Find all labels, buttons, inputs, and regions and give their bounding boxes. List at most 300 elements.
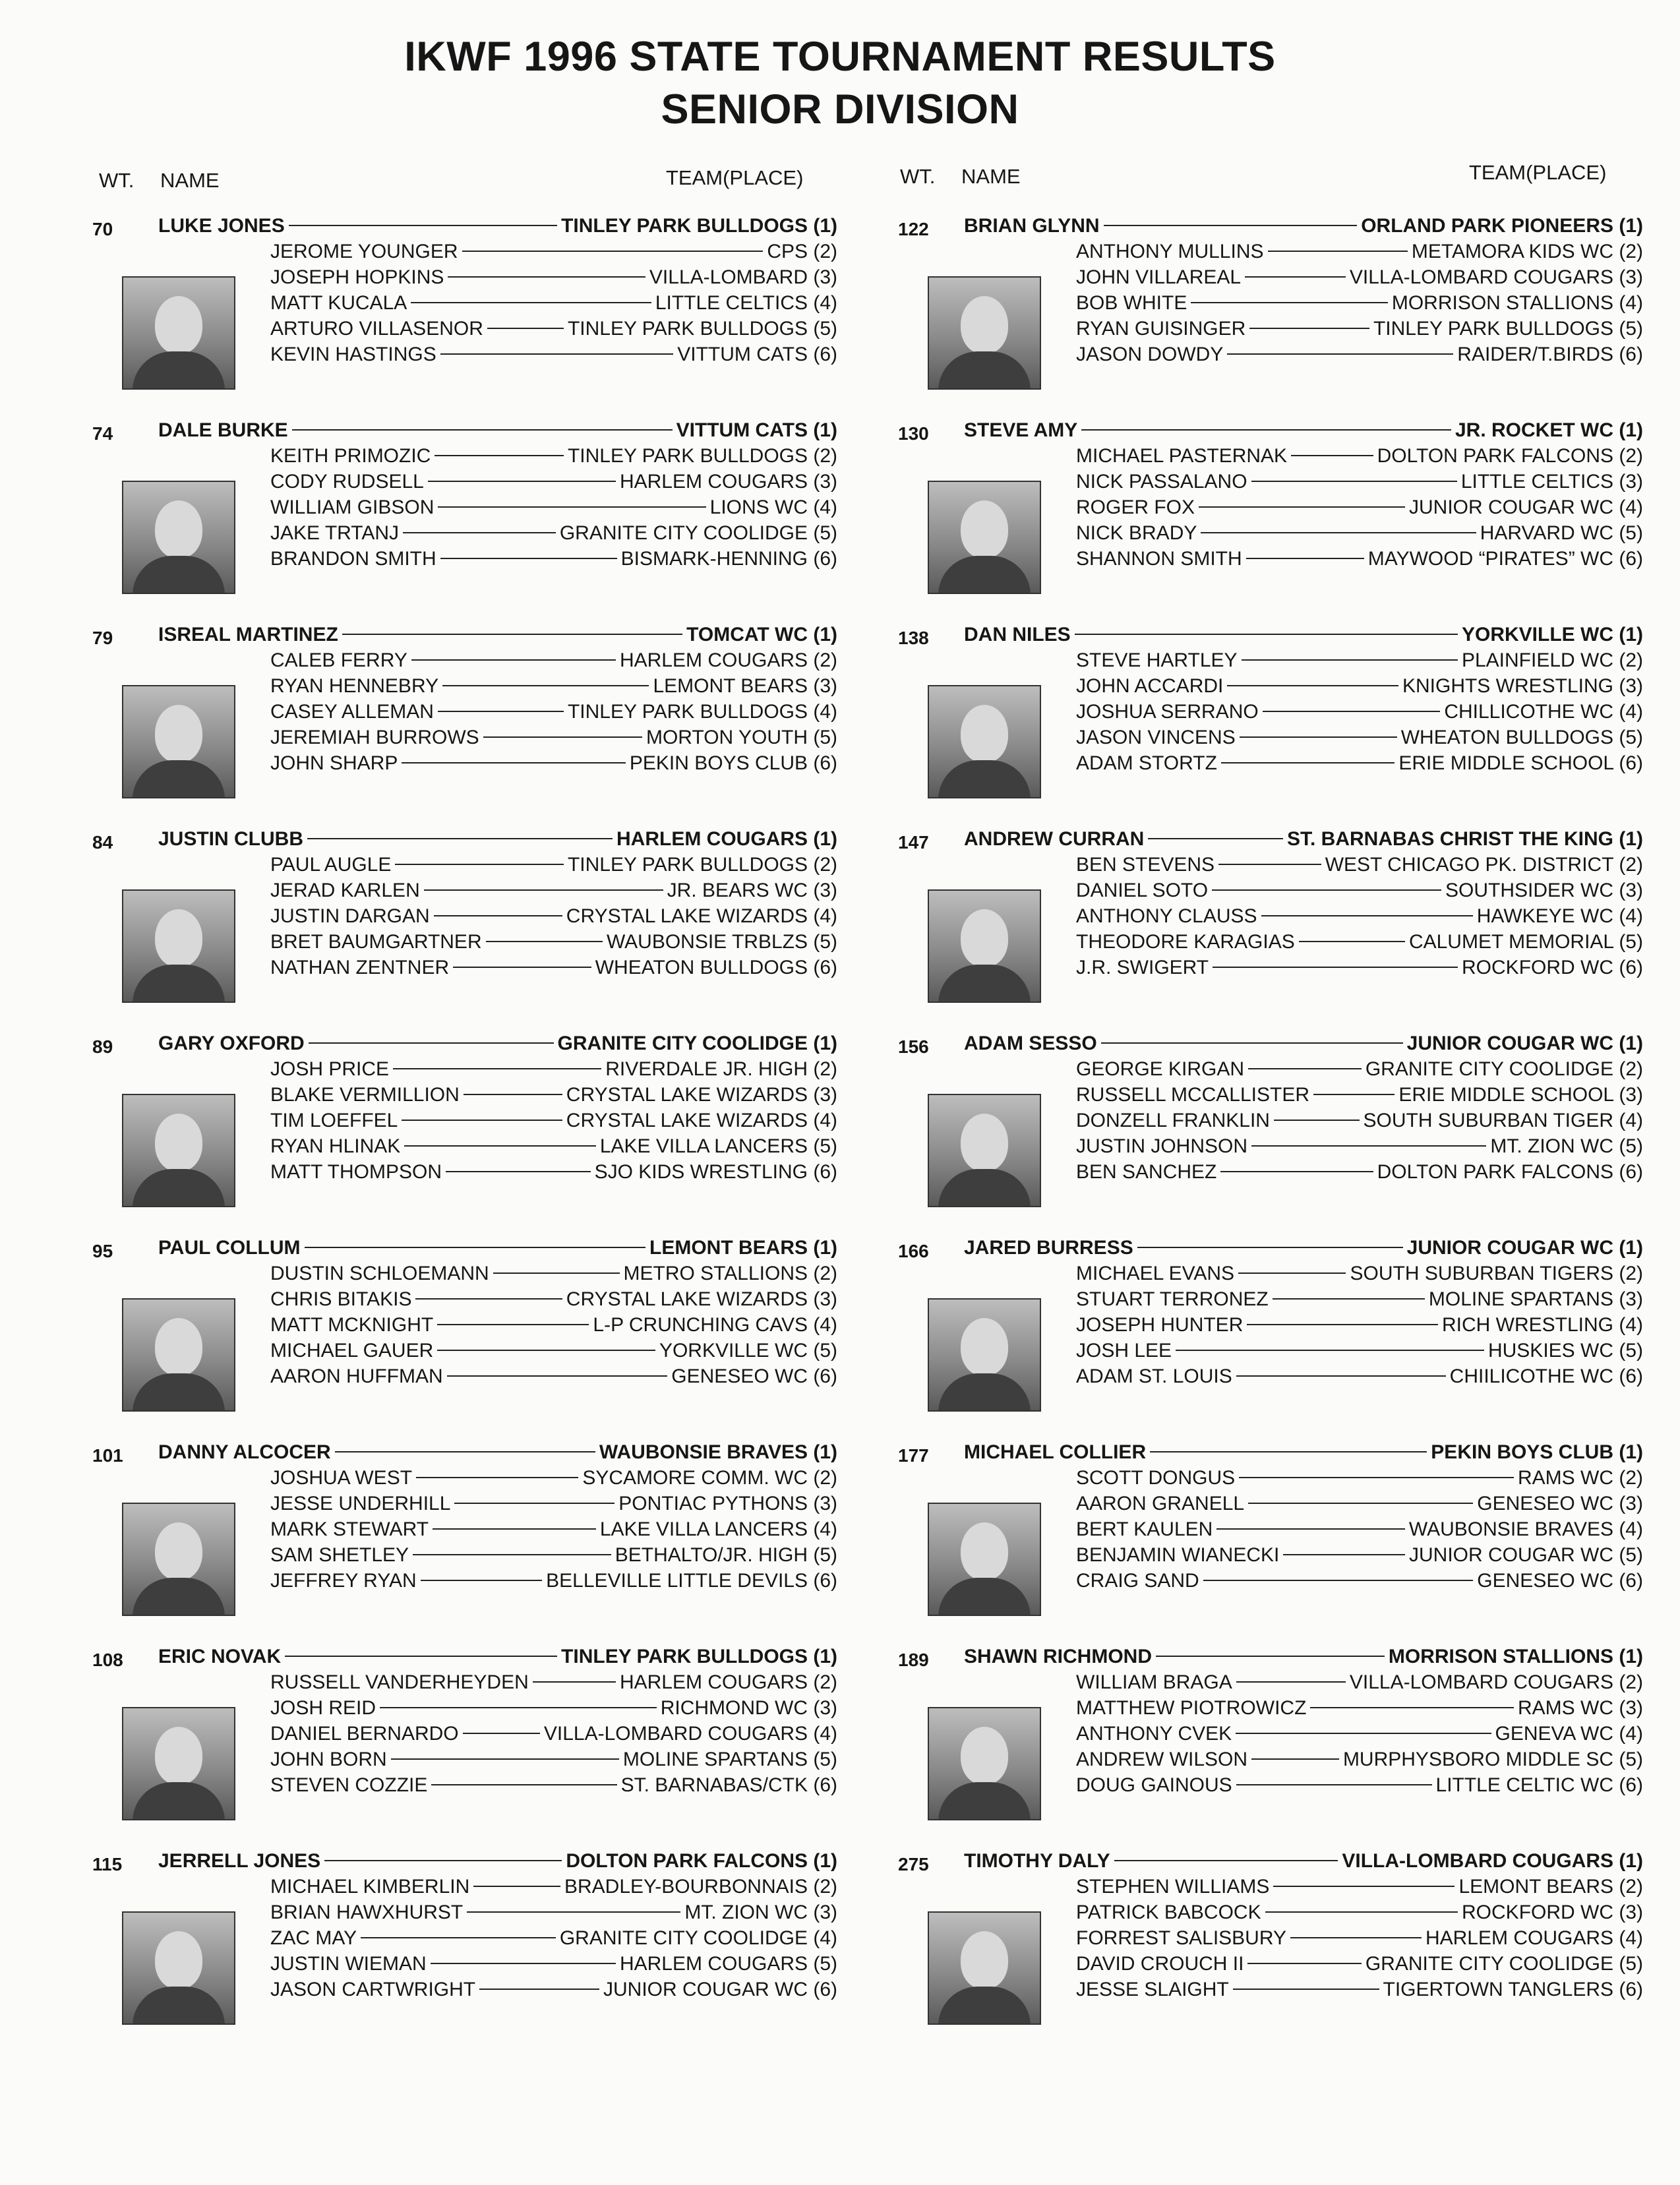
placer-row bbox=[1076, 1312, 1643, 1338]
name-column-header-right: NAME bbox=[961, 165, 1021, 188]
weight-label: 147 bbox=[898, 832, 929, 853]
team-place: GENESEO WC (3) bbox=[1477, 1493, 1643, 1514]
leader-line bbox=[1137, 1247, 1403, 1248]
leader-line bbox=[1199, 506, 1405, 508]
team-place: JUNIOR COUGAR WC (5) bbox=[1409, 1544, 1643, 1566]
champion-row bbox=[964, 1031, 1643, 1056]
wrestler-name: ADAM SESSO bbox=[964, 1033, 1097, 1054]
leader-line bbox=[1265, 1911, 1458, 1913]
leader-line bbox=[483, 736, 642, 738]
wrestler-name: SHANNON SMITH bbox=[1076, 548, 1242, 570]
wrestler-name: WILLIAM BRAGA bbox=[1076, 1671, 1232, 1693]
leader-line bbox=[292, 429, 673, 431]
wrestler-name: BRIAN GLYNN bbox=[964, 215, 1100, 237]
wrestler-name: MICHAEL EVANS bbox=[1076, 1263, 1235, 1284]
leader-line bbox=[1236, 1681, 1346, 1683]
wrestler-name: PAUL AUGLE bbox=[270, 854, 392, 876]
name-column-header-left: NAME bbox=[160, 169, 220, 192]
team-place: PEKIN BOYS CLUB (1) bbox=[1431, 1441, 1643, 1463]
leader-line bbox=[1150, 1451, 1427, 1452]
wrestler-photo bbox=[928, 1707, 1041, 1820]
results-column-right bbox=[898, 214, 1643, 2053]
placer-row bbox=[270, 239, 837, 264]
wrestler-name: BEN STEVENS bbox=[1076, 854, 1215, 876]
leader-line bbox=[324, 1860, 562, 1861]
placer-row bbox=[1076, 955, 1643, 980]
wrestler-name: MICHAEL COLLIER bbox=[964, 1441, 1147, 1463]
placer-row bbox=[270, 1338, 837, 1363]
champion-row bbox=[964, 214, 1643, 239]
weight-class-block bbox=[898, 622, 1643, 827]
champion-row bbox=[158, 418, 837, 443]
wrestler-name: ADAM STORTZ bbox=[1076, 752, 1217, 774]
placer-row bbox=[1076, 1465, 1643, 1491]
placer-row bbox=[270, 1491, 837, 1516]
wrestler-photo bbox=[928, 1298, 1041, 1412]
wrestler-name: STEVE AMY bbox=[964, 419, 1078, 441]
placer-row bbox=[270, 903, 837, 929]
wrestler-name: BERT KAULEN bbox=[1076, 1518, 1213, 1540]
leader-line bbox=[395, 864, 564, 865]
weight-class-block bbox=[92, 418, 837, 622]
wrestler-name: DANNY ALCOCER bbox=[158, 1441, 331, 1463]
wrestler-name: JASON DOWDY bbox=[1076, 344, 1224, 365]
wrestler-name: RYAN HLINAK bbox=[270, 1135, 401, 1157]
placer-row bbox=[270, 1669, 837, 1695]
weight-class-block bbox=[898, 1031, 1643, 1236]
wrestler-photo bbox=[928, 1503, 1041, 1616]
champion-row bbox=[158, 622, 837, 647]
placer-row bbox=[1076, 290, 1643, 316]
wrestler-photo bbox=[928, 276, 1041, 390]
placer-row bbox=[270, 469, 837, 494]
team-place: MORTON YOUTH (5) bbox=[645, 727, 837, 748]
weight-label: 275 bbox=[898, 1854, 929, 1874]
weight-class-block bbox=[92, 1849, 837, 2053]
leader-line bbox=[309, 1042, 554, 1044]
wrestler-name: AARON GRANELL bbox=[1076, 1493, 1245, 1514]
wrestler-name: SAM SHETLEY bbox=[270, 1544, 409, 1566]
team-place: HARLEM COUGARS (2) bbox=[619, 1671, 837, 1693]
placer-row bbox=[1076, 264, 1643, 290]
placer-row bbox=[1076, 1338, 1643, 1363]
team-place: JUNIOR COUGAR WC (4) bbox=[1409, 496, 1643, 518]
team-place: ORLAND PARK PIONEERS (1) bbox=[1361, 215, 1643, 237]
weight-class-block bbox=[898, 1440, 1643, 1644]
weight-class-block bbox=[92, 827, 837, 1031]
leader-line bbox=[424, 889, 663, 891]
placer-row bbox=[1076, 1900, 1643, 1925]
team-place: YORKVILLE WC (1) bbox=[1462, 624, 1643, 645]
team-place: DOLTON PARK FALCONS (1) bbox=[566, 1850, 837, 1872]
wrestler-name: JUSTIN WIEMAN bbox=[270, 1953, 427, 1975]
wrestler-name: MATT THOMPSON bbox=[270, 1161, 442, 1183]
photo-body-shape bbox=[938, 760, 1031, 798]
wrestler-name: BOB WHITE bbox=[1076, 292, 1187, 314]
wrestler-name: LUKE JONES bbox=[158, 215, 285, 237]
champion-row bbox=[158, 1849, 837, 1874]
leader-line bbox=[434, 915, 562, 916]
weight-label: 130 bbox=[898, 423, 929, 444]
wrestler-name: GEORGE KIRGAN bbox=[1076, 1058, 1245, 1080]
weight-class-block bbox=[92, 1031, 837, 1236]
wrestler-name: JUSTIN JOHNSON bbox=[1076, 1135, 1248, 1157]
team-place: JUNIOR COUGAR WC (1) bbox=[1406, 1237, 1643, 1259]
wrestler-name: JESSE SLAIGHT bbox=[1076, 1979, 1229, 2000]
leader-line bbox=[1245, 276, 1346, 278]
team-column-header-left: TEAM(PLACE) bbox=[666, 166, 804, 189]
wrestler-photo bbox=[928, 1094, 1041, 1207]
wrestler-name: RUSSELL MCCALLISTER bbox=[1076, 1084, 1309, 1106]
weight-label: 70 bbox=[92, 219, 113, 239]
team-place: GRANITE CITY COOLIDGE (5) bbox=[1365, 1953, 1643, 1975]
leader-line bbox=[402, 1120, 562, 1121]
placer-row bbox=[1076, 443, 1643, 469]
weight-label: 95 bbox=[92, 1241, 113, 1261]
team-place: WAUBONSIE BRAVES (4) bbox=[1408, 1518, 1643, 1540]
placer-row bbox=[270, 1874, 837, 1900]
leader-line bbox=[1268, 251, 1408, 252]
team-place: ERIE MIDDLE SCHOOL (6) bbox=[1398, 752, 1643, 774]
leader-line bbox=[1236, 1375, 1446, 1377]
placer-row bbox=[270, 750, 837, 776]
page-title: IKWF 1996 STATE TOURNAMENT RESULTS bbox=[404, 34, 1276, 80]
placer-row bbox=[1076, 1491, 1643, 1516]
team-place: LITTLE CELTICS (4) bbox=[655, 292, 837, 314]
leader-line bbox=[1104, 225, 1358, 226]
team-place: LIONS WC (4) bbox=[709, 496, 837, 518]
team-place: BISMARK-HENNING (6) bbox=[620, 548, 837, 570]
wrestler-name: JARED BURRESS bbox=[964, 1237, 1133, 1259]
leader-line bbox=[393, 1068, 601, 1069]
wrestler-name: KEVIN HASTINGS bbox=[270, 344, 436, 365]
wrestler-name: ANDREW WILSON bbox=[1076, 1749, 1248, 1770]
placer-row bbox=[1076, 903, 1643, 929]
leader-line bbox=[1191, 302, 1387, 303]
photo-head-shape bbox=[155, 1931, 202, 1989]
wrestler-name: BRIAN HAWXHURST bbox=[270, 1901, 464, 1923]
wrestler-name: CASEY ALLEMAN bbox=[270, 701, 434, 723]
team-place: GRANITE CITY COOLIDGE (2) bbox=[1365, 1058, 1643, 1080]
team-place: HARLEM COUGARS (2) bbox=[619, 649, 837, 671]
weight-class-block bbox=[898, 1236, 1643, 1440]
leader-line bbox=[1114, 1860, 1338, 1861]
wrestler-photo bbox=[122, 1094, 235, 1207]
leader-line bbox=[1273, 1886, 1455, 1887]
champion-row bbox=[964, 1849, 1643, 1874]
team-place: MOLINE SPARTANS (5) bbox=[622, 1749, 837, 1770]
leader-line bbox=[447, 1375, 668, 1377]
wrestler-name: JOSHUA WEST bbox=[270, 1467, 413, 1489]
wrestler-name: JUSTIN DARGAN bbox=[270, 905, 430, 927]
leader-line bbox=[1220, 1171, 1373, 1172]
wrestler-name: JESSE UNDERHILL bbox=[270, 1493, 451, 1514]
team-place: MORRISON STALLIONS (1) bbox=[1388, 1646, 1643, 1667]
wrestler-name: ERIC NOVAK bbox=[158, 1646, 282, 1667]
team-place: ST. BARNABAS CHRIST THE KING (1) bbox=[1286, 828, 1643, 850]
team-place: MAYWOOD “PIRATES” WC (6) bbox=[1367, 548, 1643, 570]
wrestler-name: BLAKE VERMILLION bbox=[270, 1084, 460, 1106]
team-place: WHEATON BULLDOGS (6) bbox=[595, 957, 837, 978]
team-place: TINLEY PARK BULLDOGS (1) bbox=[561, 1646, 837, 1667]
placer-row bbox=[1076, 1874, 1643, 1900]
team-place: VILLA-LOMBARD COUGARS (1) bbox=[1342, 1850, 1643, 1872]
leader-line bbox=[533, 1681, 616, 1683]
leader-line bbox=[1290, 1937, 1422, 1938]
weight-label: 166 bbox=[898, 1241, 929, 1261]
leader-line bbox=[1251, 481, 1457, 482]
team-place: HARVARD WC (5) bbox=[1480, 522, 1643, 544]
leader-line bbox=[1156, 1656, 1385, 1657]
team-place: JUNIOR COUGAR WC (6) bbox=[603, 1979, 837, 2000]
placer-row bbox=[270, 1056, 837, 1082]
wrestler-photo bbox=[122, 685, 235, 798]
team-place: HARLEM COUGARS (4) bbox=[1425, 1927, 1643, 1949]
leader-line bbox=[1248, 1068, 1362, 1069]
weight-class-block bbox=[898, 1644, 1643, 1849]
placer-row bbox=[270, 443, 837, 469]
team-place: GRANITE CITY COOLIDGE (4) bbox=[559, 1927, 837, 1949]
leader-line bbox=[1236, 1784, 1432, 1785]
leader-line bbox=[1148, 838, 1283, 839]
wrestler-name: ZAC MAY bbox=[270, 1927, 357, 1949]
wrestler-name: JOHN VILLAREAL bbox=[1076, 266, 1242, 288]
placer-row bbox=[1076, 1925, 1643, 1951]
photo-body-shape bbox=[938, 556, 1031, 594]
wrestler-name: ANTHONY CVEK bbox=[1076, 1723, 1232, 1745]
team-place: RICHMOND WC (3) bbox=[660, 1697, 837, 1719]
wrestler-name: MICHAEL PASTERNAK bbox=[1076, 445, 1288, 467]
team-place: GRANITE CITY COOLIDGE (5) bbox=[559, 522, 837, 544]
team-place: DOLTON PARK FALCONS (6) bbox=[1377, 1161, 1643, 1183]
photo-head-shape bbox=[961, 1522, 1008, 1580]
leader-line bbox=[463, 1733, 540, 1734]
placer-row bbox=[1076, 1977, 1643, 2002]
team-place: ROCKFORD WC (3) bbox=[1462, 1901, 1643, 1923]
photo-body-shape bbox=[133, 965, 225, 1003]
leader-line bbox=[437, 1324, 589, 1325]
placer-row bbox=[270, 1951, 837, 1977]
photo-body-shape bbox=[938, 1169, 1031, 1207]
wrestler-name: CHRIS BITAKIS bbox=[270, 1288, 412, 1310]
placer-row bbox=[270, 1568, 837, 1594]
team-place: CRYSTAL LAKE WIZARDS (3) bbox=[566, 1084, 837, 1106]
placer-row bbox=[1076, 546, 1643, 572]
leader-line bbox=[435, 455, 564, 456]
placer-row bbox=[270, 878, 837, 903]
weight-label: 138 bbox=[898, 628, 929, 648]
weight-class-block bbox=[92, 1440, 837, 1644]
champion-row bbox=[158, 214, 837, 239]
leader-line bbox=[1240, 736, 1397, 738]
team-place: BETHALTO/JR. HIGH (5) bbox=[615, 1544, 837, 1566]
champion-row bbox=[158, 1031, 837, 1056]
wrestler-name: GARY OXFORD bbox=[158, 1033, 305, 1054]
photo-body-shape bbox=[938, 965, 1031, 1003]
placer-row bbox=[1076, 1056, 1643, 1082]
placer-row bbox=[270, 929, 837, 955]
leader-line bbox=[1213, 967, 1458, 968]
photo-body-shape bbox=[133, 1373, 225, 1412]
photo-head-shape bbox=[155, 296, 202, 354]
wrestler-name: JOSH REID bbox=[270, 1697, 376, 1719]
photo-body-shape bbox=[938, 1578, 1031, 1616]
wrestler-name: ADAM ST. LOUIS bbox=[1076, 1365, 1232, 1387]
placer-row bbox=[1076, 520, 1643, 546]
leader-line bbox=[440, 353, 674, 355]
leader-line bbox=[421, 1580, 542, 1581]
photo-body-shape bbox=[133, 1782, 225, 1820]
wrestler-name: MATT KUCALA bbox=[270, 292, 407, 314]
placer-row bbox=[270, 852, 837, 878]
photo-head-shape bbox=[155, 705, 202, 763]
wrestler-name: JAKE TRTANJ bbox=[270, 522, 400, 544]
weight-class-block bbox=[898, 1849, 1643, 2053]
team-place: TINLEY PARK BULLDOGS (5) bbox=[1373, 318, 1643, 340]
team-place: VILLA-LOMBARD COUGARS (4) bbox=[543, 1723, 837, 1745]
team-place: RAIDER/T.BIRDS (6) bbox=[1457, 344, 1643, 365]
wrestler-photo bbox=[122, 889, 235, 1003]
leader-line bbox=[1176, 1350, 1484, 1351]
team-place: TINLEY PARK BULLDOGS (2) bbox=[567, 445, 837, 467]
team-place: KNIGHTS WRESTLING (3) bbox=[1402, 675, 1643, 697]
team-place: JUNIOR COUGAR WC (1) bbox=[1406, 1033, 1643, 1054]
placer-row bbox=[270, 699, 837, 725]
leader-line bbox=[361, 1937, 556, 1938]
team-place: CALUMET MEMORIAL (5) bbox=[1408, 931, 1643, 953]
leader-line bbox=[1239, 1477, 1514, 1478]
wrestler-name: PAUL COLLUM bbox=[158, 1237, 301, 1259]
wrestler-name: TIMOTHY DALY bbox=[964, 1850, 1110, 1872]
wrestler-name: WILLIAM GIBSON bbox=[270, 496, 435, 518]
leader-line bbox=[1247, 1324, 1438, 1325]
placer-row bbox=[270, 1772, 837, 1798]
wrestler-name: NICK PASSALANO bbox=[1076, 471, 1247, 493]
champion-row bbox=[158, 1236, 837, 1261]
wrestler-name: RYAN GUISINGER bbox=[1076, 318, 1246, 340]
leader-line bbox=[1203, 1580, 1474, 1581]
champion-row bbox=[964, 827, 1643, 852]
wrestler-name: JERAD KARLEN bbox=[270, 880, 420, 901]
placer-row bbox=[270, 342, 837, 367]
photo-head-shape bbox=[961, 1727, 1008, 1785]
wrestler-name: STUART TERRONEZ bbox=[1076, 1288, 1269, 1310]
champion-row bbox=[964, 418, 1643, 443]
wrestler-name: ISREAL MARTINEZ bbox=[158, 624, 338, 645]
placer-row bbox=[1076, 725, 1643, 750]
wrestler-name: JOSEPH HOPKINS bbox=[270, 266, 444, 288]
team-place: VILLA-LOMBARD COUGARS (2) bbox=[1349, 1671, 1643, 1693]
placer-row bbox=[1076, 673, 1643, 699]
wrestler-photo bbox=[928, 685, 1041, 798]
placer-row bbox=[270, 316, 837, 342]
wrestler-name: PATRICK BABCOCK bbox=[1076, 1901, 1261, 1923]
photo-head-shape bbox=[961, 296, 1008, 354]
weight-label: 189 bbox=[898, 1650, 929, 1670]
wrestler-name: DONZELL FRANKLIN bbox=[1076, 1110, 1270, 1131]
leader-line bbox=[487, 328, 564, 329]
leader-line bbox=[479, 1989, 599, 1990]
team-place: LAKE VILLA LANCERS (4) bbox=[599, 1518, 837, 1540]
placer-row bbox=[1076, 1721, 1643, 1747]
wrestler-name: JOHN ACCARDI bbox=[1076, 675, 1224, 697]
weight-label: 79 bbox=[92, 628, 113, 648]
leader-line bbox=[1247, 1963, 1361, 1964]
wrestler-photo bbox=[122, 1911, 235, 2025]
team-place: HARLEM COUGARS (3) bbox=[619, 471, 837, 493]
wrestler-photo bbox=[122, 276, 235, 390]
leader-line bbox=[442, 685, 649, 686]
team-place: YORKVILLE WC (5) bbox=[659, 1340, 837, 1362]
leader-line bbox=[380, 1707, 657, 1708]
placer-row bbox=[270, 494, 837, 520]
team-place: CRYSTAL LAKE WIZARDS (4) bbox=[566, 1110, 837, 1131]
leader-line bbox=[404, 1145, 596, 1147]
team-place: SYCAMORE COMM. WC (2) bbox=[582, 1467, 837, 1489]
team-place: MURPHYSBORO MIDDLE SC (5) bbox=[1342, 1749, 1643, 1770]
wrestler-name: DANIEL SOTO bbox=[1076, 880, 1209, 901]
placer-row bbox=[1076, 750, 1643, 776]
placer-row bbox=[1076, 239, 1643, 264]
team-place: BRADLEY-BOURBONNAIS (2) bbox=[564, 1876, 837, 1898]
leader-line bbox=[1227, 685, 1398, 686]
wrestler-name: MATT MCKNIGHT bbox=[270, 1314, 434, 1336]
placer-row bbox=[270, 520, 837, 546]
placer-row bbox=[1076, 1286, 1643, 1312]
team-place: WHEATON BULLDOGS (5) bbox=[1400, 727, 1643, 748]
placer-row bbox=[1076, 1542, 1643, 1568]
leader-line bbox=[1221, 762, 1395, 763]
team-place: MORRISON STALLIONS (4) bbox=[1391, 292, 1643, 314]
placer-row bbox=[1076, 1108, 1643, 1133]
team-place: TIGERTOWN TANGLERS (6) bbox=[1383, 1979, 1643, 2000]
champion-row bbox=[158, 1440, 837, 1465]
photo-head-shape bbox=[155, 1318, 202, 1376]
wrestler-name: TIM LOEFFEL bbox=[270, 1110, 398, 1131]
team-place: WEST CHICAGO PK. DISTRICT (2) bbox=[1325, 854, 1643, 876]
photo-body-shape bbox=[938, 1782, 1031, 1820]
leader-line bbox=[431, 1963, 616, 1964]
team-place: METRO STALLIONS (2) bbox=[623, 1263, 837, 1284]
team-place: MOLINE SPARTANS (3) bbox=[1428, 1288, 1643, 1310]
weight-label: 74 bbox=[92, 423, 113, 444]
team-place: CRYSTAL LAKE WIZARDS (4) bbox=[566, 905, 837, 927]
leader-line bbox=[1291, 455, 1373, 456]
team-column-header-right: TEAM(PLACE) bbox=[1469, 161, 1607, 184]
leader-line bbox=[1236, 1733, 1491, 1734]
wrestler-name: DOUG GAINOUS bbox=[1076, 1774, 1232, 1796]
team-place: PLAINFIELD WC (2) bbox=[1461, 649, 1643, 671]
leader-line bbox=[415, 1298, 562, 1300]
photo-body-shape bbox=[133, 556, 225, 594]
wrestler-name: JOSHUA SERRANO bbox=[1076, 701, 1259, 723]
placer-row bbox=[1076, 1669, 1643, 1695]
leader-line bbox=[1261, 915, 1473, 916]
placer-row bbox=[270, 1747, 837, 1772]
leader-line bbox=[462, 251, 764, 252]
weight-label: 115 bbox=[92, 1854, 123, 1874]
wrestler-name: DAN NILES bbox=[964, 624, 1071, 645]
placer-row bbox=[1076, 1772, 1643, 1798]
wrestler-name: CALEB FERRY bbox=[270, 649, 407, 671]
team-place: TINLEY PARK BULLDOGS (1) bbox=[561, 215, 837, 237]
team-place: VITTUM CATS (1) bbox=[676, 419, 837, 441]
placer-row bbox=[270, 1261, 837, 1286]
wrestler-name: STEVE HARTLEY bbox=[1076, 649, 1238, 671]
wrestler-name: J.R. SWIGERT bbox=[1076, 957, 1209, 978]
leader-line bbox=[473, 1886, 560, 1887]
champion-row bbox=[964, 1440, 1643, 1465]
